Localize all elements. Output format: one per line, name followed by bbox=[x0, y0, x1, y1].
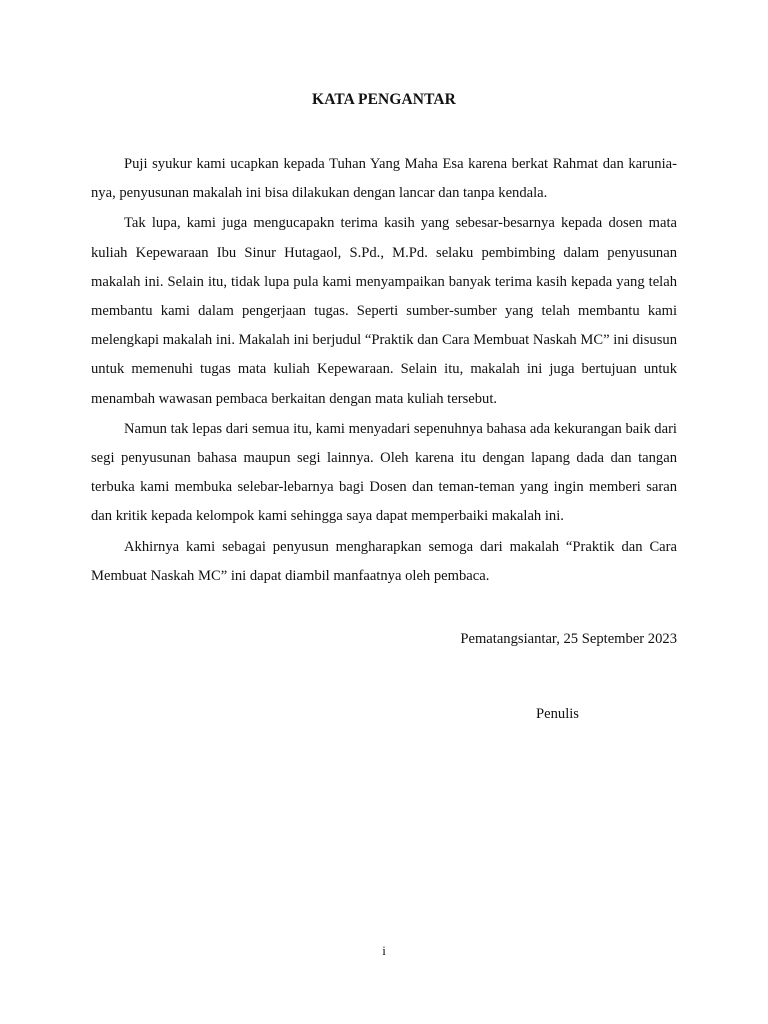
paragraph-3: Namun tak lepas dari semua itu, kami menyadari sepenuhnya bahasa ada kekurangan baik dari segi penyusunan bahasa maupun segi lainnya. Oleh karena itu dengan lapang dada dan tangan terbuka kami membuka selebar-lebarnya bagi Dosen dan teman-teman yang ingin memberi saran dan kritik kepada kelompok kami sehingga saya dapat memperbaiki makalah ini. bbox=[91, 420, 677, 525]
page-number: i bbox=[382, 943, 386, 958]
page-title: KATA PENGANTAR bbox=[312, 91, 456, 108]
author-signature-label: Penulis bbox=[536, 706, 579, 722]
document-body bbox=[91, 150, 677, 592]
paragraph-1: Puji syukur kami ucapkan kepada Tuhan Yang Maha Esa karena berkat Rahmat dan karunia-nya, penyusunan makalah ini bisa dilakukan dengan lancar dan tanpa kendala. bbox=[91, 156, 677, 202]
place-date: Pematangsiantar, 25 September 2023 bbox=[460, 631, 677, 647]
paragraph-2: Tak lupa, kami juga mengucapakn terima kasih yang sebesar-besarnya kepada dosen mata kuliah Kepewaraan Ibu Sinur Hutagaol, S.Pd., M.Pd. selaku pembimbing dalam penyusunan makalah ini. Selain itu, tidak lupa pula kami menyampaikan banyak terima kasih kepada yang telah membantu kami dalam pengerjaan tugas. Seperti sumber-sumber yang telah membantu kami melengkapi makalah ini. Makalah ini berjudul “Praktik dan Cara Membuat Naskah MC” ini disusun untuk memenuhi tugas mata kuliah Kepewaraan. Selain itu, makalah ini juga bertujuan untuk menambah wawasan pembaca berkaitan dengan mata kuliah tersebut. bbox=[91, 215, 677, 407]
paragraph-4: Akhirnya kami sebagai penyusun mengharapkan semoga dari makalah “Praktik dan Cara Membuat Naskah MC” ini dapat diambil manfaatnya oleh pembaca. bbox=[91, 538, 677, 584]
